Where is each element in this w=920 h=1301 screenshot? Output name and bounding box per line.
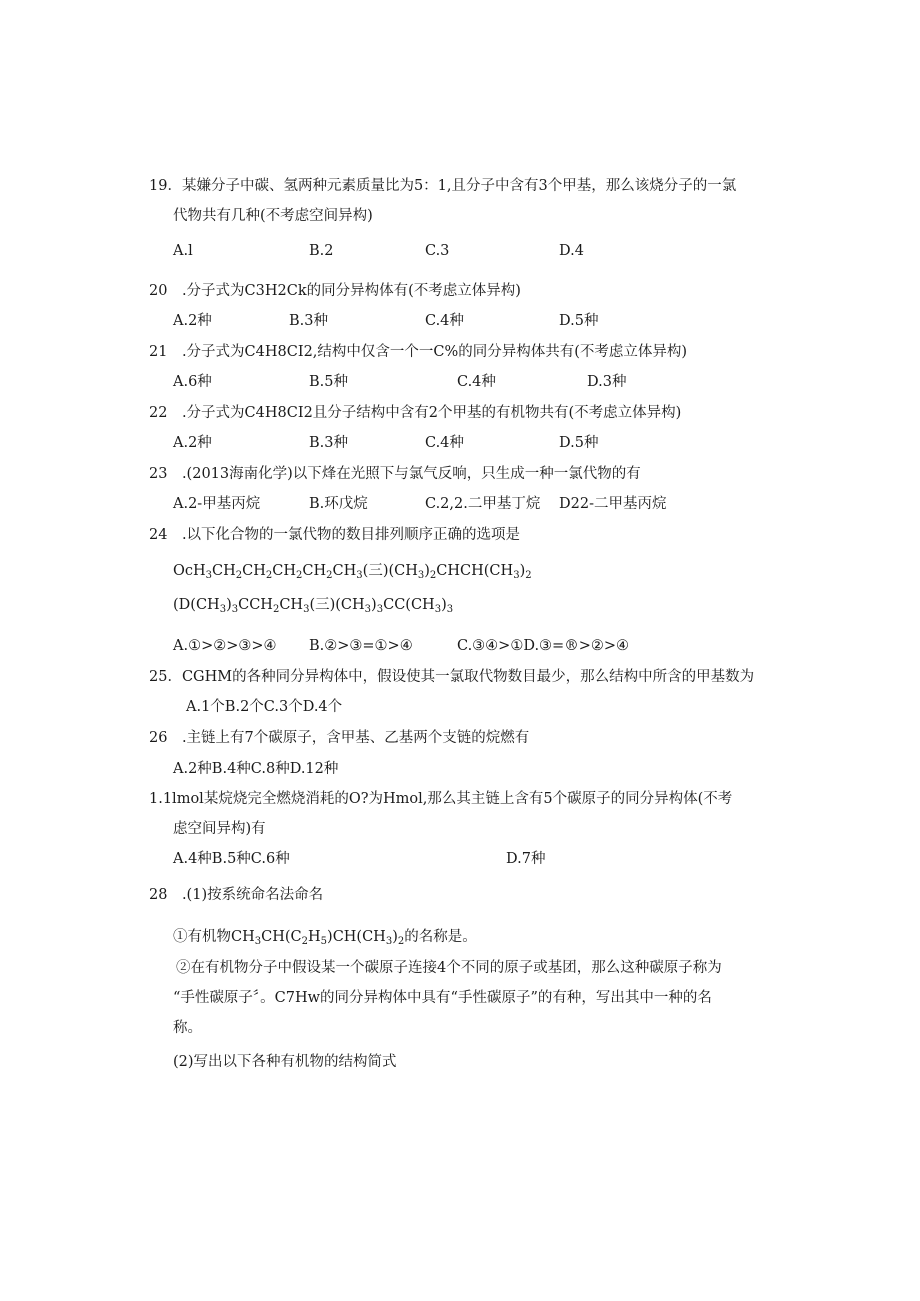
q24-stem: 24 .以下化合物的一氯代物的数目排列顺序正确的选项是: [149, 527, 521, 543]
q28-part-2: (2)写出以下各种有机物的结构简式: [173, 1054, 397, 1070]
q28-item-2-line2: “手性碳原子〞。C7Hw的同分异构体中具有“手性碳原子”的有种，写出其中一种的名: [173, 990, 712, 1006]
q21-option-b: B.5种: [309, 374, 348, 390]
q24-option-cd: C.③④>①D.③=®>②>④: [457, 638, 629, 654]
q20-option-a: A.2种: [173, 313, 212, 329]
q19-option-a: A.l: [173, 243, 193, 259]
q28-item-2-line1: ②在有机物分子中假设某一个碳原子连接4个不同的原子或基团，那么这种碳原子称为: [176, 960, 722, 976]
q19-option-b: B.2: [309, 243, 334, 259]
q22-option-b: B.3种: [309, 435, 348, 451]
q19-option-d: D.4: [559, 243, 584, 259]
q26-stem: 26 .主链上有7个碳原子，含甲基、乙基两个支链的烷燃有: [149, 730, 530, 746]
q22-option-d: D.5种: [559, 435, 599, 451]
q26-options: A.2种B.4种C.8种D.12种: [173, 761, 339, 777]
q19-stem-line2: 代物共有几种(不考虑空间异构): [173, 208, 373, 224]
q23-option-c: C.2,2.二甲基丁烷: [425, 496, 541, 512]
q25-stem: 25．CGHM的各种同分异构体中，假设使其一氯取代物数目最少，那么结构中所含的甲基数为: [149, 669, 755, 685]
q27-stem-line2: 虑空间异构)有: [173, 821, 266, 837]
q24-option-b: B.②>③=①>④: [309, 638, 413, 654]
q27-options-abc: A.4种B.5种C.6种: [173, 851, 290, 867]
q21-option-d: D.3种: [587, 374, 627, 390]
q28-item-2-line3: 称。: [173, 1020, 202, 1036]
q22-option-c: C.4种: [425, 435, 464, 451]
q19-option-c: C.3: [425, 243, 450, 259]
q20-option-d: D.5种: [559, 313, 599, 329]
q21-stem: 21 .分子式为C4H8CI2,结构中仅含一个一C%的同分异构体共有(不考虑立体异构): [149, 344, 688, 360]
q21-option-a: A.6种: [173, 374, 212, 390]
q24-formula-2: ($D(CH_3)_3CCH_2CH_3$(三)$(CH_3)_3CC(CH_3)_3$: [173, 597, 454, 615]
q23-option-d: D22-二甲基丙烷: [559, 496, 667, 512]
q23-option-b: B.环戊烷: [309, 496, 368, 512]
q25-options: A.1个B.2个C.3个D.4个: [186, 699, 343, 715]
q24-option-a: A.①>②>③>④: [173, 638, 277, 654]
q27-option-d: D.7种: [506, 851, 546, 867]
q28-stem: 28 .(1)按系统命名法命名: [149, 887, 324, 903]
q23-option-a: A.2-甲基丙烷: [173, 496, 261, 512]
q24-formula-1: $OcH_3CH_2CH_2CH_2CH_2CH_3$(三)$(CH_3)_2CHCH(CH_3)_2$: [173, 563, 532, 581]
q22-stem: 22 .分子式为C4H8CI2且分子结构中含有2个甲基的有机物共有(不考虑立体异构): [149, 405, 682, 421]
q28-item-1: ①有机物$CH_3CH(C_2H_5)CH(CH_3)_2$的名称是。: [173, 929, 477, 947]
q20-option-b: B.3种: [289, 313, 328, 329]
q23-stem: 23 .(2013海南化学)以下烽在光照下与氯气反响，只生成一种一氯代物的有: [149, 466, 641, 482]
q19-stem-line1: 19．某嫌分子中碳、氢两种元素质量比为5：1,且分子中含有3个甲基，那么该烧分子的一氯: [149, 178, 737, 194]
q21-option-c: C.4种: [457, 374, 496, 390]
q27-stem-line1: 1.1lmol某烷烧完全燃烧消耗的O?为Hmol,那么其主链上含有5个碳原子的同分异构体(不考: [149, 791, 733, 807]
q20-stem: 20 .分子式为C3H2Ck的同分异构体有(不考虑立体异构): [149, 283, 521, 299]
q20-option-c: C.4种: [425, 313, 464, 329]
q22-option-a: A.2种: [173, 435, 212, 451]
